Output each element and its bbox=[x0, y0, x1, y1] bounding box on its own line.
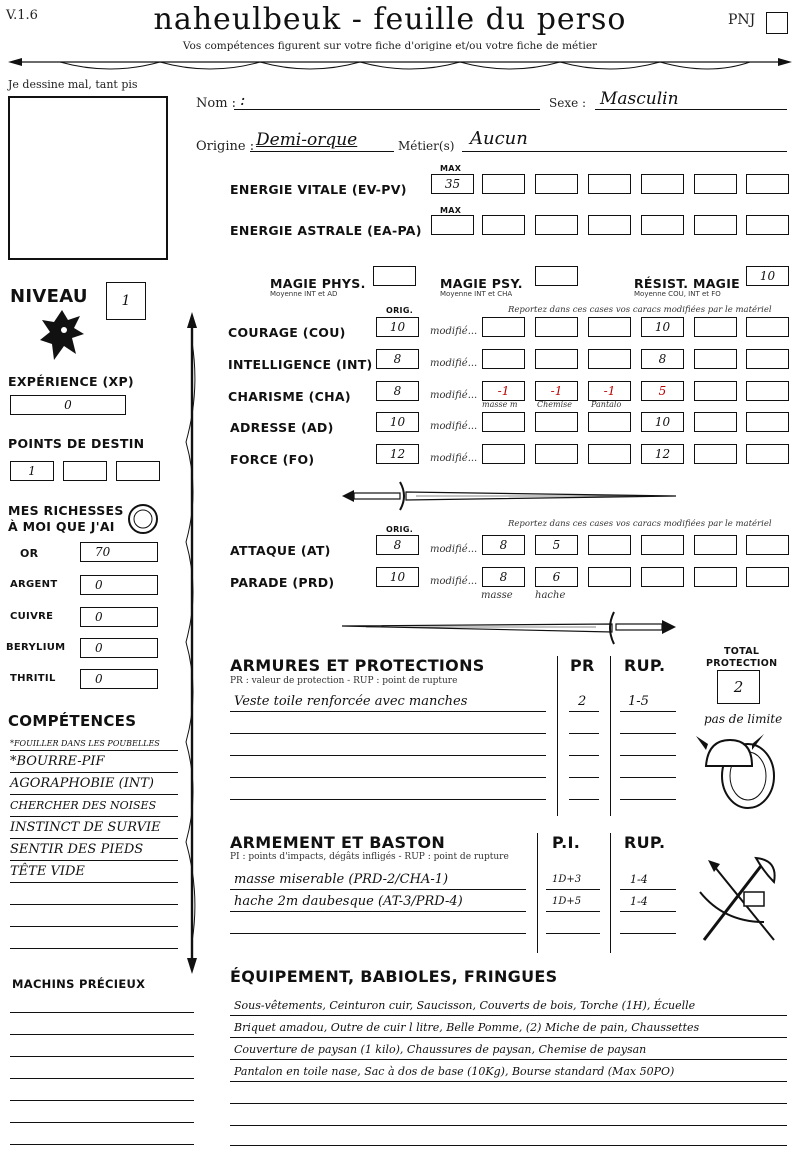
ea-box[interactable] bbox=[746, 215, 789, 235]
ea-box[interactable] bbox=[641, 215, 684, 235]
armure-pr[interactable]: 2 bbox=[578, 694, 587, 709]
page-subtitle: Vos compétences figurent sur votre fiche d'origine et/ou votre fiche de métier bbox=[182, 40, 598, 52]
destin-box-2[interactable] bbox=[63, 461, 107, 481]
stat-mod-box[interactable] bbox=[694, 317, 737, 337]
equipement-line[interactable]: Sous-vêtements, Ceinturon cuir, Saucisson, Couverts de bois, Torche (1H), Écuelle bbox=[234, 999, 696, 1012]
ev-box[interactable] bbox=[641, 174, 684, 194]
ev-max-label: MAX bbox=[440, 164, 462, 173]
stat-mod-box[interactable]: 12 bbox=[641, 444, 684, 464]
attaque-orig-value[interactable]: 8 bbox=[376, 535, 419, 555]
arme-name[interactable]: masse miserable (PRD-2/CHA-1) bbox=[234, 872, 449, 887]
richesses-label-1: MES RICHESSES bbox=[8, 503, 124, 518]
stat-mod-box[interactable] bbox=[588, 317, 631, 337]
spear-ornament-icon bbox=[0, 50, 800, 80]
stat-mod-box[interactable]: 8 bbox=[641, 349, 684, 369]
parade-mod-box[interactable] bbox=[746, 567, 789, 587]
stats-note: Reportez dans ces cases vos caracs modifiées par le matériel bbox=[508, 305, 772, 315]
ea-max-value[interactable] bbox=[431, 215, 474, 235]
coin-icon bbox=[126, 502, 160, 536]
stat-orig-value[interactable]: 8 bbox=[376, 349, 419, 369]
stat-mod-box[interactable] bbox=[746, 349, 789, 369]
ea-box[interactable] bbox=[535, 215, 578, 235]
pnj-checkbox[interactable] bbox=[766, 12, 788, 34]
attaque-mod-box[interactable] bbox=[694, 535, 737, 555]
experience-value[interactable]: 0 bbox=[10, 395, 126, 415]
ev-max-value[interactable]: 35 bbox=[431, 174, 474, 194]
parade-label: PARADE (PRD) bbox=[230, 575, 335, 590]
stat-mod-box[interactable] bbox=[535, 412, 578, 432]
attaque-mod-box[interactable] bbox=[641, 535, 684, 555]
origine-value[interactable]: Demi-orque bbox=[256, 130, 358, 150]
stat-orig-value[interactable]: 12 bbox=[376, 444, 419, 464]
nom-value[interactable]: : bbox=[240, 90, 246, 109]
ev-box[interactable] bbox=[482, 174, 525, 194]
rup-column-header: RUP. bbox=[624, 656, 666, 675]
parade-mod-box[interactable]: 6 bbox=[535, 567, 578, 587]
arme-pi[interactable]: 1D+3 bbox=[552, 874, 582, 885]
sword-icon bbox=[336, 606, 686, 646]
stat-mod-box[interactable] bbox=[482, 444, 525, 464]
stat-mod-box[interactable]: -1 bbox=[535, 381, 578, 401]
argent-value[interactable]: 0 bbox=[80, 575, 158, 595]
arme-name[interactable]: hache 2m daubesque (AT-3/PRD-4) bbox=[234, 894, 463, 909]
stat-mod-box[interactable] bbox=[588, 444, 631, 464]
ev-box[interactable] bbox=[694, 174, 737, 194]
stat-mod-box[interactable]: 5 bbox=[641, 381, 684, 401]
metier-label: Métier(s) bbox=[398, 139, 455, 153]
cuivre-label: CUIVRE bbox=[10, 611, 54, 622]
stat-mod-box[interactable] bbox=[746, 412, 789, 432]
stat-label: INTELLIGENCE (INT) bbox=[228, 357, 373, 372]
parade-mod-box[interactable] bbox=[641, 567, 684, 587]
experience-label: EXPÉRIENCE (XP) bbox=[8, 374, 134, 389]
stat-mod-box[interactable] bbox=[482, 317, 525, 337]
modifie-label: modifié... bbox=[430, 358, 478, 369]
ea-box[interactable] bbox=[588, 215, 631, 235]
armement-note: PI : points d'impacts, dégâts infligés - RUP : point de rupture bbox=[230, 852, 509, 862]
stat-mod-box[interactable] bbox=[694, 444, 737, 464]
competence-item: TÊTE VIDE bbox=[10, 864, 85, 879]
modifie-label: modifié... bbox=[430, 544, 478, 555]
ea-label: ENERGIE ASTRALE (EA-PA) bbox=[230, 223, 422, 238]
modifie-label: modifié... bbox=[430, 421, 478, 432]
resist-note: Moyenne COU, INT et FO bbox=[634, 290, 721, 298]
sexe-label: Sexe : bbox=[549, 96, 587, 110]
origine-label: Origine : bbox=[196, 139, 255, 154]
ea-box[interactable] bbox=[482, 215, 525, 235]
niveau-value[interactable]: 1 bbox=[106, 282, 146, 320]
combat-caption: masse bbox=[481, 590, 513, 601]
competence-item: *FOUILLER DANS LES POUBELLES bbox=[10, 739, 160, 748]
ea-max-label: MAX bbox=[440, 206, 462, 215]
portrait-caption: Je dessine mal, tant pis bbox=[8, 78, 138, 91]
magie-psy-note: Moyenne INT et CHA bbox=[440, 290, 513, 298]
armure-rup[interactable]: 1-5 bbox=[628, 694, 649, 709]
attaque-label: ATTAQUE (AT) bbox=[230, 543, 331, 558]
resist-label: RÉSIST. MAGIE bbox=[634, 276, 741, 291]
arme-rup[interactable]: 1-4 bbox=[630, 895, 648, 908]
sword-icon bbox=[336, 478, 686, 518]
stat-mod-box[interactable] bbox=[746, 444, 789, 464]
pi-column-header: P.I. bbox=[552, 833, 581, 852]
niveau-label: NIVEAU bbox=[10, 286, 88, 307]
modifie-label: modifié... bbox=[430, 326, 478, 337]
argent-label: ARGENT bbox=[10, 579, 58, 590]
richesses-label-2: À MOI QUE J'AI bbox=[8, 519, 115, 534]
vertical-spear-icon bbox=[180, 312, 204, 974]
metier-value[interactable]: Aucun bbox=[470, 128, 528, 149]
ea-box[interactable] bbox=[694, 215, 737, 235]
orig-label: ORIG. bbox=[386, 306, 414, 315]
competence-item: SENTIR DES PIEDS bbox=[10, 842, 144, 857]
stat-mod-box[interactable]: -1 bbox=[588, 381, 631, 401]
competence-item: *BOURRE-PIF bbox=[10, 754, 105, 769]
stat-mod-box[interactable] bbox=[588, 412, 631, 432]
stat-label: ADRESSE (AD) bbox=[230, 420, 334, 435]
combat-caption: hache bbox=[535, 590, 566, 601]
armement-rup-column-header: RUP. bbox=[624, 833, 666, 852]
modifie-label: modifié... bbox=[430, 576, 478, 587]
ev-box[interactable] bbox=[535, 174, 578, 194]
page-title: naheulbeuk - feuille du perso bbox=[153, 2, 627, 37]
machins-label: MACHINS PRÉCIEUX bbox=[12, 977, 146, 991]
stat-label: CHARISME (CHA) bbox=[228, 389, 351, 404]
dragon-icon bbox=[36, 306, 88, 366]
version-label: V.1.6 bbox=[6, 8, 38, 23]
parade-orig-value[interactable]: 10 bbox=[376, 567, 419, 587]
helmet-shield-icon bbox=[694, 726, 778, 812]
berylium-label: BERYLIUM bbox=[6, 642, 66, 653]
total-label-2: PROTECTION bbox=[706, 658, 778, 669]
thritil-label: THRITIL bbox=[10, 673, 56, 684]
stat-label: COURAGE (COU) bbox=[228, 325, 346, 340]
modifie-label: modifié... bbox=[430, 390, 478, 401]
arme-rup[interactable]: 1-4 bbox=[630, 873, 648, 886]
stat-mod-box[interactable]: 10 bbox=[641, 317, 684, 337]
stat-label: FORCE (FO) bbox=[230, 452, 315, 467]
thritil-value[interactable]: 0 bbox=[80, 669, 158, 689]
parade-mod-box[interactable] bbox=[588, 567, 631, 587]
stat-mod-box[interactable]: -1 bbox=[482, 381, 525, 401]
total-protection-value[interactable]: 2 bbox=[717, 670, 760, 704]
cha-caption: Pantalo bbox=[591, 400, 622, 409]
or-label: OR bbox=[20, 547, 39, 560]
destin-label: POINTS DE DESTIN bbox=[8, 436, 145, 451]
cuivre-value[interactable]: 0 bbox=[80, 607, 158, 627]
parade-mod-box[interactable]: 8 bbox=[482, 567, 525, 587]
stat-mod-box[interactable] bbox=[746, 381, 789, 401]
equipement-line[interactable]: Couverture de paysan (1 kilo), Chaussures de paysan, Chemise de paysan bbox=[234, 1043, 647, 1056]
destin-box-1[interactable]: 1 bbox=[10, 461, 54, 481]
magie-phys-note: Moyenne INT et AD bbox=[270, 290, 338, 298]
attaque-mod-box[interactable]: 8 bbox=[482, 535, 525, 555]
stat-orig-value[interactable]: 8 bbox=[376, 381, 419, 401]
stat-mod-box[interactable] bbox=[694, 381, 737, 401]
pnj-label: PNJ bbox=[728, 12, 756, 28]
ev-label: ENERGIE VITALE (EV-PV) bbox=[230, 182, 407, 197]
attaque-mod-box[interactable] bbox=[588, 535, 631, 555]
armement-title: ARMEMENT ET BASTON bbox=[230, 833, 446, 852]
stat-mod-box[interactable]: 10 bbox=[641, 412, 684, 432]
equipement-title: ÉQUIPEMENT, BABIOLES, FRINGUES bbox=[230, 967, 558, 986]
parade-mod-box[interactable] bbox=[694, 567, 737, 587]
modifie-label: modifié... bbox=[430, 453, 478, 464]
competence-item: AGORAPHOBIE (INT) bbox=[10, 776, 154, 791]
stat-mod-box[interactable] bbox=[535, 317, 578, 337]
stat-orig-value[interactable]: 10 bbox=[376, 317, 419, 337]
combat-note: Reportez dans ces cases vos caracs modifiées par le matériel bbox=[508, 519, 772, 529]
stat-orig-value[interactable]: 10 bbox=[376, 412, 419, 432]
ev-box[interactable] bbox=[588, 174, 631, 194]
cha-caption: Chemise bbox=[537, 400, 572, 409]
portrait-frame[interactable] bbox=[8, 96, 168, 260]
competences-label: COMPÉTENCES bbox=[8, 712, 137, 730]
cha-caption: masse m bbox=[482, 400, 518, 409]
destin-box-3[interactable] bbox=[116, 461, 160, 481]
attaque-mod-box[interactable]: 5 bbox=[535, 535, 578, 555]
combat-orig-label: ORIG. bbox=[386, 525, 414, 534]
stat-mod-box[interactable] bbox=[535, 444, 578, 464]
magie-phys-label: MAGIE PHYS. bbox=[270, 276, 366, 291]
magie-psy-value[interactable] bbox=[535, 266, 578, 286]
stat-mod-box[interactable] bbox=[746, 317, 789, 337]
equipement-line[interactable]: Briquet amadou, Outre de cuir l litre, Belle Pomme, (2) Miche de pain, Chaussettes bbox=[234, 1021, 700, 1034]
weapons-icon bbox=[694, 852, 784, 952]
attaque-mod-box[interactable] bbox=[746, 535, 789, 555]
magie-psy-label: MAGIE PSY. bbox=[440, 276, 523, 291]
stat-mod-box[interactable] bbox=[535, 349, 578, 369]
stat-mod-box[interactable] bbox=[694, 349, 737, 369]
armure-name[interactable]: Veste toile renforcée avec manches bbox=[234, 694, 468, 709]
pas-de-limite-label: pas de limite bbox=[704, 712, 783, 726]
ev-box[interactable] bbox=[746, 174, 789, 194]
competence-item: CHERCHER DES NOISES bbox=[10, 799, 157, 812]
armures-title: ARMURES ET PROTECTIONS bbox=[230, 656, 485, 675]
arme-pi[interactable]: 1D+5 bbox=[552, 896, 582, 907]
resist-value[interactable]: 10 bbox=[746, 266, 789, 286]
stat-mod-box[interactable] bbox=[694, 412, 737, 432]
nom-label: Nom : bbox=[196, 96, 237, 111]
pr-column-header: PR bbox=[570, 656, 595, 675]
stat-mod-box[interactable] bbox=[482, 412, 525, 432]
stat-mod-box[interactable] bbox=[482, 349, 525, 369]
stat-mod-box[interactable] bbox=[588, 349, 631, 369]
competence-item: INSTINCT DE SURVIE bbox=[10, 820, 161, 835]
equipement-line[interactable]: Pantalon en toile nase, Sac à dos de base (10Kg), Bourse standard (Max 50PO) bbox=[234, 1065, 675, 1078]
armures-note: PR : valeur de protection - RUP : point de rupture bbox=[230, 676, 458, 686]
or-value[interactable]: 70 bbox=[80, 542, 158, 562]
sexe-value[interactable]: Masculin bbox=[600, 89, 679, 109]
magie-phys-value[interactable] bbox=[373, 266, 416, 286]
berylium-value[interactable]: 0 bbox=[80, 638, 158, 658]
total-label-1: TOTAL bbox=[724, 646, 760, 657]
